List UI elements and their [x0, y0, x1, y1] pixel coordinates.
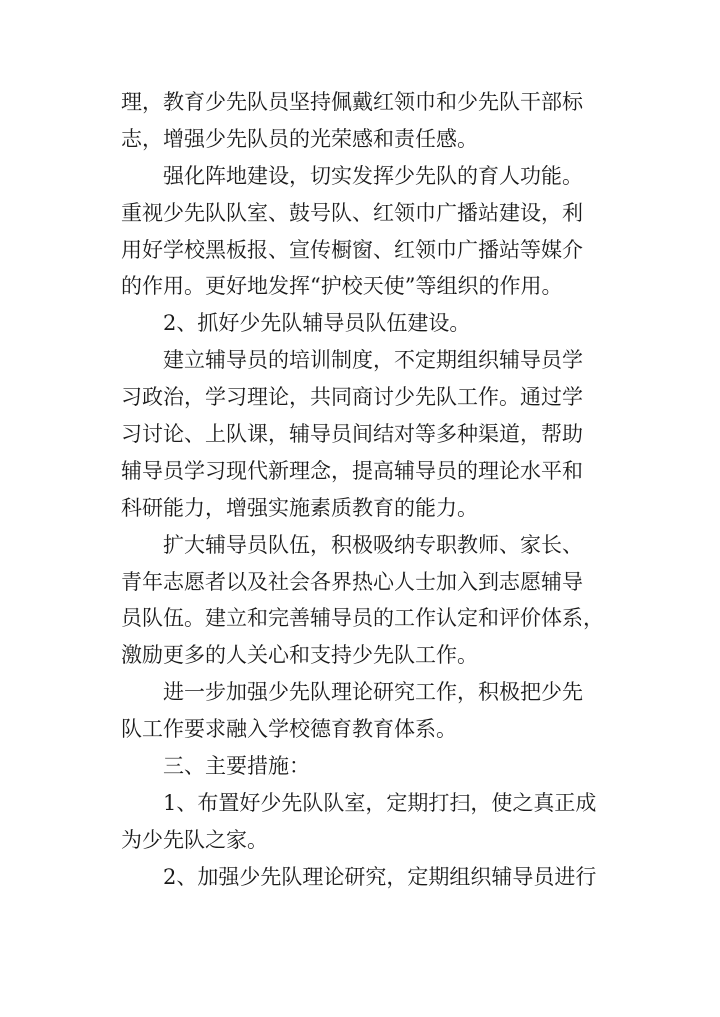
text-line: 强化阵地建设，切实发挥少先队的育人功能。	[163, 163, 583, 188]
text-line: 2、抓好少先队辅导员队伍建设。	[163, 311, 471, 336]
text-line: 习讨论、上队课，辅导员间结对等多种渠道，帮助	[121, 422, 583, 447]
text-line: 员队伍。建立和完善辅导员的工作认定和评价体系，	[121, 606, 604, 631]
document-body	[121, 86, 605, 898]
text-line: 理，教育少先队员坚持佩戴红领巾和少先队干部标	[121, 90, 583, 114]
text-line: 建立辅导员的培训制度，不定期组织辅导员学	[163, 348, 583, 373]
text-line: 志，增强少先队员的光荣感和责任感。	[121, 126, 478, 151]
text-line: 的作用。更好地发挥“护校天使”等组织的作用。	[121, 274, 563, 299]
text-line: 习政治，学习理论，共同商讨少先队工作。通过学	[121, 385, 583, 410]
text-line: 青年志愿者以及社会各界热心人士加入到志愿辅导	[121, 569, 583, 594]
text-line: 扩大辅导员队伍，积极吸纳专职教师、家长、	[163, 532, 583, 557]
text-line: 进一步加强少先队理论研究工作，积极把少先	[163, 680, 583, 705]
text-line: 三、主要措施：	[163, 754, 310, 779]
text-line: 重视少先队队室、鼓号队、红领巾广播站建设，利	[121, 200, 583, 225]
text-line: 为少先队之家。	[121, 827, 268, 852]
text-line: 辅导员学习现代新理念，提高辅导员的理论水平和	[121, 458, 583, 483]
text-line: 1、布置好少先队队室，定期打扫，使之真正成	[163, 790, 597, 815]
text-line: 2、加强少先队理论研究，定期组织辅导员进行	[163, 864, 597, 889]
text-line: 科研能力，增强实施素质教育的能力。	[121, 495, 478, 520]
text-line: 激励更多的人关心和支持少先队工作。	[121, 643, 478, 668]
text-line: 队工作要求融入学校德育教育体系。	[121, 717, 457, 742]
text-line: 用好学校黑板报、宣传橱窗、红领巾广播站等媒介	[121, 237, 583, 262]
